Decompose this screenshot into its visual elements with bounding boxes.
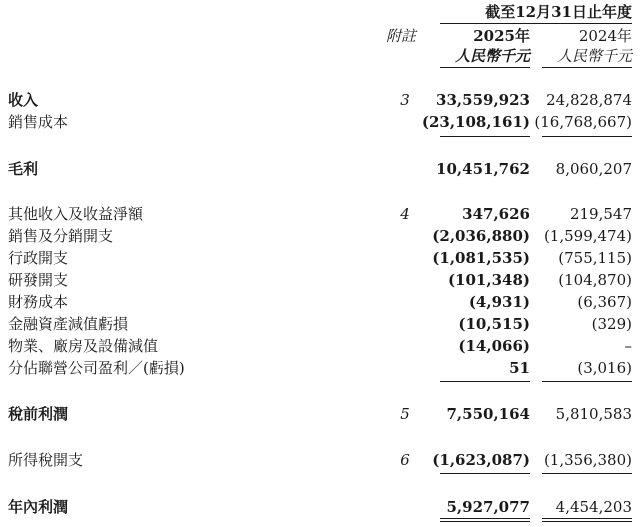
row-value-2024: 24,828,874 <box>546 91 632 109</box>
row-label: 其他收入及收益淨額 <box>8 205 144 223</box>
col-2024-header-underline <box>542 67 632 68</box>
row-label: 稅前利潤 <box>8 405 69 423</box>
col-2025-unit: 人民幣千元 <box>454 47 530 65</box>
row-value-2025: (4,931) <box>468 293 530 311</box>
row-value-2024: (16,768,667) <box>534 113 632 131</box>
subtotal-underline-2025 <box>440 136 530 137</box>
total-double-underline-2024 <box>542 518 632 519</box>
row-value-2024: (104,870) <box>558 271 632 289</box>
row-value-2025: 7,550,164 <box>446 405 530 423</box>
row-value-2024: (3,016) <box>577 359 632 377</box>
row-value-2025: (23,108,161) <box>421 113 530 131</box>
subtotal-underline-2024 <box>542 381 632 382</box>
row-label: 研發開支 <box>8 271 69 289</box>
row-value-2025: 10,451,762 <box>436 160 530 178</box>
period-heading: 截至12月31日止年度 <box>485 3 632 21</box>
row-value-2024: (1,599,474) <box>543 227 632 245</box>
row-label: 金融資產減值虧損 <box>8 315 129 333</box>
row-label: 分佔聯營公司盈利／(虧損) <box>8 359 185 377</box>
row-label: 收入 <box>8 91 39 109</box>
row-label: 物業、廠房及設備減值 <box>8 337 159 355</box>
row-label: 行政開支 <box>8 249 69 267</box>
note-column-header: 附註 <box>386 27 417 45</box>
subtotal-underline-2024 <box>542 136 632 137</box>
row-value-2024: 8,060,207 <box>555 160 632 178</box>
row-value-2024: (755,115) <box>558 249 632 267</box>
row-label: 毛利 <box>8 160 39 178</box>
row-value-2024: (329) <box>591 315 632 333</box>
row-value-2024: (1,356,380) <box>543 451 632 469</box>
row-value-2025: 347,626 <box>462 205 530 223</box>
row-value-2025: (1,081,535) <box>432 249 530 267</box>
row-value-2025: (1,623,087) <box>432 451 530 469</box>
row-note: 6 <box>400 451 410 469</box>
row-value-2024: – <box>624 337 632 355</box>
total-double-underline-2025 <box>440 518 530 519</box>
row-label: 財務成本 <box>8 293 69 311</box>
col-2024-unit: 人民幣千元 <box>556 47 632 65</box>
row-label: 銷售及分銷開支 <box>8 227 114 245</box>
period-underline <box>440 23 632 24</box>
row-label: 年內利潤 <box>8 498 69 516</box>
subtotal-underline-2024 <box>542 473 632 474</box>
row-label: 所得稅開支 <box>8 451 84 469</box>
row-value-2024: 5,810,583 <box>555 405 632 423</box>
row-value-2025: (101,348) <box>447 271 530 289</box>
row-note: 3 <box>400 91 410 109</box>
col-2025-year: 2025年 <box>473 27 530 45</box>
total-double-underline-2025 <box>440 521 530 522</box>
row-value-2025: (14,066) <box>458 337 530 355</box>
row-value-2024: 4,454,203 <box>555 498 632 516</box>
subtotal-underline-2025 <box>440 473 530 474</box>
total-double-underline-2024 <box>542 521 632 522</box>
row-value-2025: 5,927,077 <box>446 498 530 516</box>
row-value-2025: 51 <box>509 359 530 377</box>
row-value-2025: 33,559,923 <box>436 91 530 109</box>
row-value-2024: 219,547 <box>569 205 632 223</box>
col-2024-year: 2024年 <box>578 27 632 45</box>
row-note: 5 <box>400 405 410 423</box>
row-note: 4 <box>400 205 410 223</box>
row-value-2024: (6,367) <box>577 293 632 311</box>
row-value-2025: (2,036,880) <box>432 227 530 245</box>
row-value-2025: (10,515) <box>458 315 530 333</box>
row-label: 銷售成本 <box>8 113 69 131</box>
col-2025-header-underline <box>440 67 530 68</box>
subtotal-underline-2025 <box>440 381 530 382</box>
